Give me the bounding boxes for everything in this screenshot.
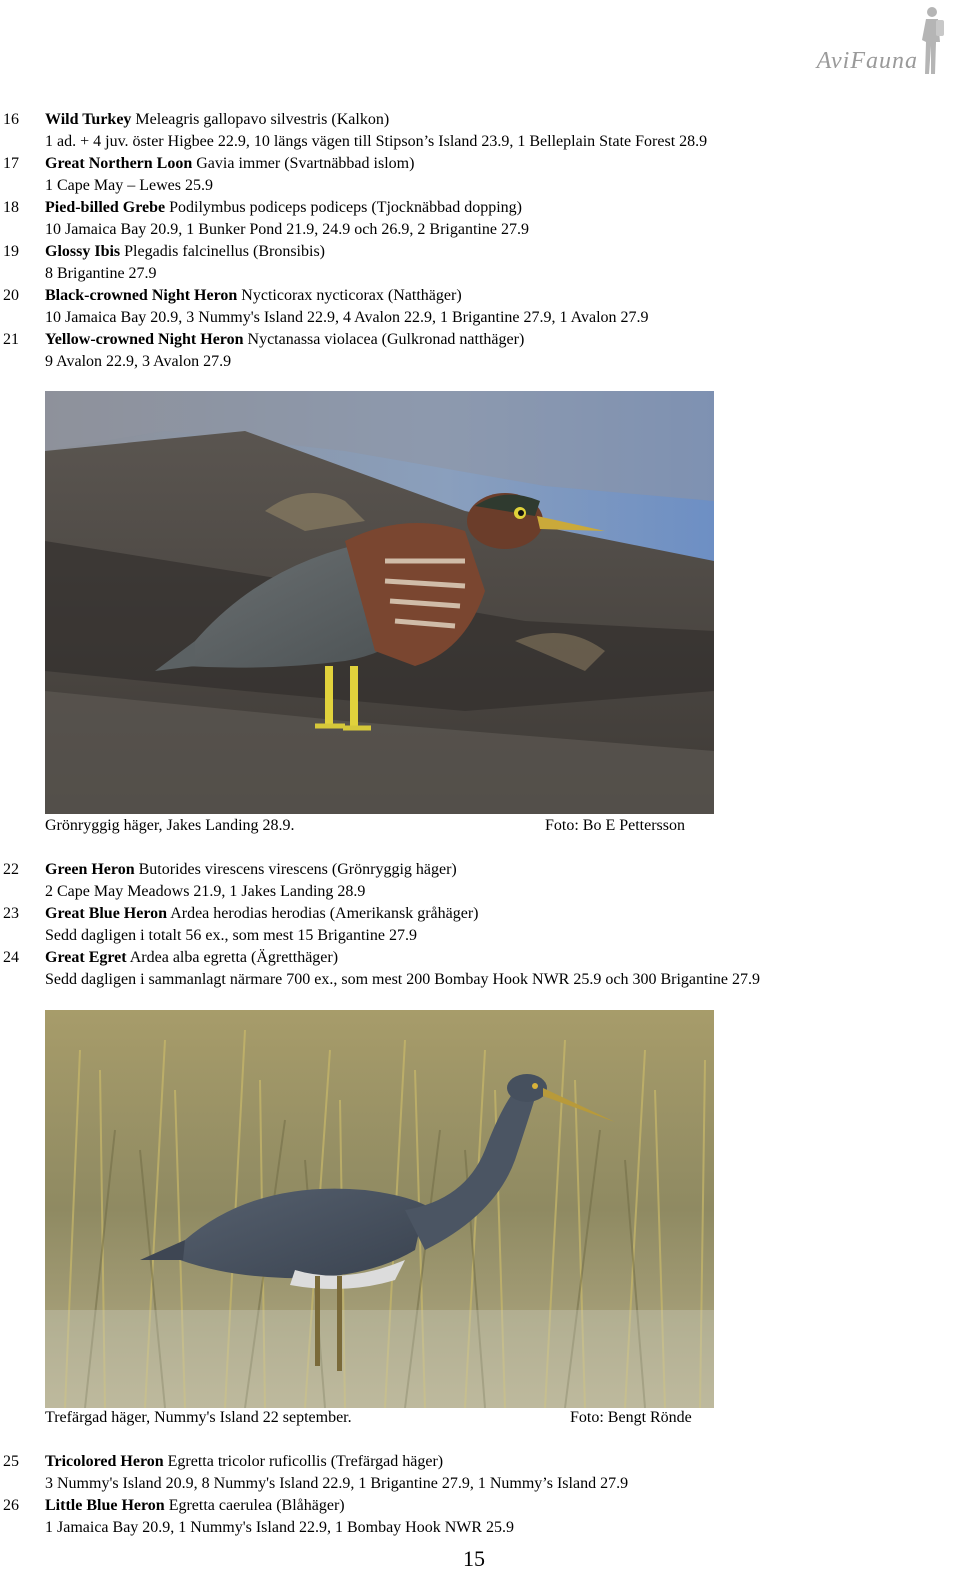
photo2-credit: Foto: Bengt Rönde — [570, 1409, 692, 1426]
latin-name: Ardea herodias herodias — [170, 905, 326, 922]
swedish-name: (Kalkon) — [331, 111, 390, 128]
entry-number: 21 — [3, 331, 19, 348]
latin-name: Nyctanassa violacea — [247, 331, 378, 348]
swedish-name: (Grönryggig häger) — [331, 861, 457, 878]
photo1-credit: Foto: Bo E Pettersson — [545, 817, 686, 834]
tricolored-heron-photo — [45, 1010, 714, 1408]
observation-details: 2 Cape May Meadows 21.9, 1 Jakes Landing 28.9 — [45, 883, 366, 900]
latin-name: Nycticorax nycticorax — [241, 287, 384, 304]
entry-number: 20 — [3, 287, 19, 304]
entry-number: 16 — [3, 111, 19, 128]
common-name: Yellow-crowned Night Heron — [45, 331, 244, 348]
entry-number: 25 — [3, 1453, 19, 1470]
common-name: Glossy Ibis — [45, 243, 121, 260]
species-entry — [0, 1451, 940, 1495]
species-entry — [0, 859, 940, 903]
entry-number: 26 — [3, 1497, 19, 1514]
common-name: Pied-billed Grebe — [45, 199, 166, 216]
entry-number: 17 — [3, 155, 19, 172]
observation-details: 3 Nummy's Island 20.9, 8 Nummy's Island 22.9, 1 Brigantine 27.9, 1 Nummy’s Island 27.9 — [45, 1475, 629, 1492]
swedish-name: (Tjocknäbbad dopping) — [371, 199, 522, 216]
entry-number: 23 — [3, 905, 19, 922]
common-name: Great Egret — [45, 949, 127, 966]
common-name: Green Heron — [45, 861, 135, 878]
photo2-caption: Trefärgad häger, Nummy's Island 22 september. — [45, 1409, 352, 1426]
species-entry — [0, 903, 940, 947]
swedish-name: (Natthäger) — [387, 287, 462, 304]
species-entry — [0, 109, 940, 153]
species-entry — [0, 329, 940, 373]
green-heron-photo — [45, 391, 714, 814]
common-name: Black-crowned Night Heron — [45, 287, 238, 304]
avifauna-logo — [776, 4, 946, 76]
common-name: Great Blue Heron — [45, 905, 168, 922]
observation-details: 9 Avalon 22.9, 3 Avalon 27.9 — [45, 353, 232, 370]
swedish-name: (Blåhäger) — [276, 1497, 345, 1514]
hiker-figure-icon — [916, 4, 946, 76]
observation-details: 1 ad. + 4 juv. öster Higbee 22.9, 10 längs vägen till Stipson’s Island 23.9, 1 Belleplain State Forest 28.9 — [45, 133, 708, 150]
species-entry — [0, 241, 940, 285]
common-name: Great Northern Loon — [45, 155, 193, 172]
latin-name: Plegadis falcinellus — [124, 243, 249, 260]
entry-number: 24 — [3, 949, 19, 966]
species-entry — [0, 197, 940, 241]
latin-name: Egretta tricolor ruficollis — [167, 1453, 327, 1470]
latin-name: Gavia immer — [196, 155, 281, 172]
species-entry — [0, 947, 940, 991]
common-name: Wild Turkey — [45, 111, 132, 128]
species-list-top — [0, 109, 940, 373]
swedish-name: (Svartnäbbad islom) — [284, 155, 415, 172]
species-entry — [0, 1495, 940, 1539]
common-name: Tricolored Heron — [45, 1453, 164, 1470]
swedish-name: (Ägretthäger) — [251, 949, 339, 966]
species-entry — [0, 285, 940, 329]
observation-details: 8 Brigantine 27.9 — [45, 265, 157, 282]
page-number: 15 — [463, 1546, 485, 1571]
photo1-caption: Grönryggig häger, Jakes Landing 28.9. — [45, 817, 295, 834]
latin-name: Meleagris gallopavo silvestris — [135, 111, 328, 128]
species-entry — [0, 153, 940, 197]
swedish-name: (Bronsibis) — [253, 243, 325, 260]
latin-name: Butorides virescens virescens — [138, 861, 328, 878]
swedish-name: (Gulkronad natthäger) — [381, 331, 525, 348]
entry-number: 22 — [3, 861, 19, 878]
latin-name: Podilymbus podiceps podiceps — [169, 199, 368, 216]
swedish-name: (Trefärgad häger) — [330, 1453, 444, 1470]
observation-details: Sedd dagligen i totalt 56 ex., som mest 15 Brigantine 27.9 — [45, 927, 417, 944]
observation-details: Sedd dagligen i sammanlagt närmare 700 ex., som mest 200 Bombay Hook NWR 25.9 och 300 Brigantine 27.9 — [45, 971, 760, 988]
species-list-middle — [0, 859, 940, 991]
latin-name: Egretta caerulea — [168, 1497, 273, 1514]
observation-details: 1 Cape May – Lewes 25.9 — [45, 177, 213, 194]
observation-details: 10 Jamaica Bay 20.9, 3 Nummy's Island 22.9, 4 Avalon 22.9, 1 Brigantine 27.9, 1 Avalon 27.9 — [45, 309, 649, 326]
observation-details: 10 Jamaica Bay 20.9, 1 Bunker Pond 21.9, 24.9 och 26.9, 2 Brigantine 27.9 — [45, 221, 529, 238]
latin-name: Ardea alba egretta — [129, 949, 247, 966]
common-name: Little Blue Heron — [45, 1497, 165, 1514]
entry-number: 18 — [3, 199, 19, 216]
species-list-bottom — [0, 1451, 940, 1539]
swedish-name: (Amerikansk gråhäger) — [329, 905, 479, 922]
logo-text: AviFauna — [816, 48, 918, 74]
entry-number: 19 — [3, 243, 19, 260]
observation-details: 1 Jamaica Bay 20.9, 1 Nummy's Island 22.9, 1 Bombay Hook NWR 25.9 — [45, 1519, 515, 1536]
